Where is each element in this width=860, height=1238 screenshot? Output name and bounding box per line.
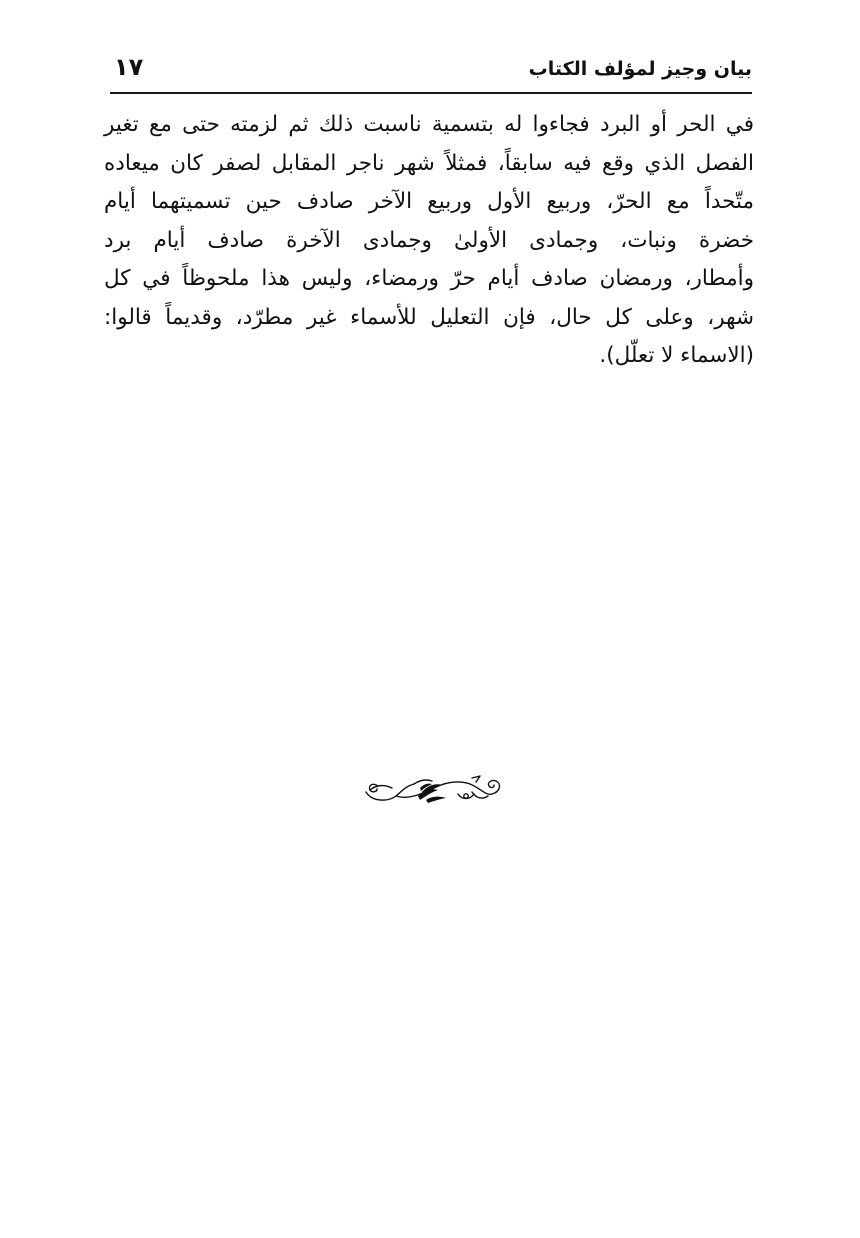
text-line-2: الفصل الذي وقع فيه سابقاً، فمثلاً شهر ناجر المقابل لصفر كان ميعاده (104, 150, 754, 176)
running-title: بيان وجيز لمؤلف الكتاب (528, 58, 752, 80)
page-header (110, 46, 752, 94)
page-number: ١٧ (114, 53, 144, 81)
text-line-3: متّحداً مع الحرّ، وربيع الأول وربيع الآخر صادف حين تسميتهما أيام (104, 189, 754, 214)
text-line-4: خضرة ونبات، وجمادى الأولىٰ وجمادى الآخرة صادف أيام برد (104, 227, 754, 253)
text-line-1: في الحر أو البرد فجاءوا له بتسمية ناسبت ذلك ثم لزمته حتى مع تغير (104, 112, 754, 137)
text-line-5: وأمطار، ورمضان صادف أيام حرّ ورمضاء، وليس هذا ملحوظاً في كل (104, 266, 754, 291)
floral-ornament-icon (362, 772, 508, 808)
text-line-6: شهر، وعلى كل حال، فإن التعليل للأسماء غير مطرّد، وقديماً قالوا: (104, 304, 754, 330)
body-paragraph (104, 106, 754, 376)
text-line-7: (الاسماء لا تعلّل). (599, 343, 754, 368)
